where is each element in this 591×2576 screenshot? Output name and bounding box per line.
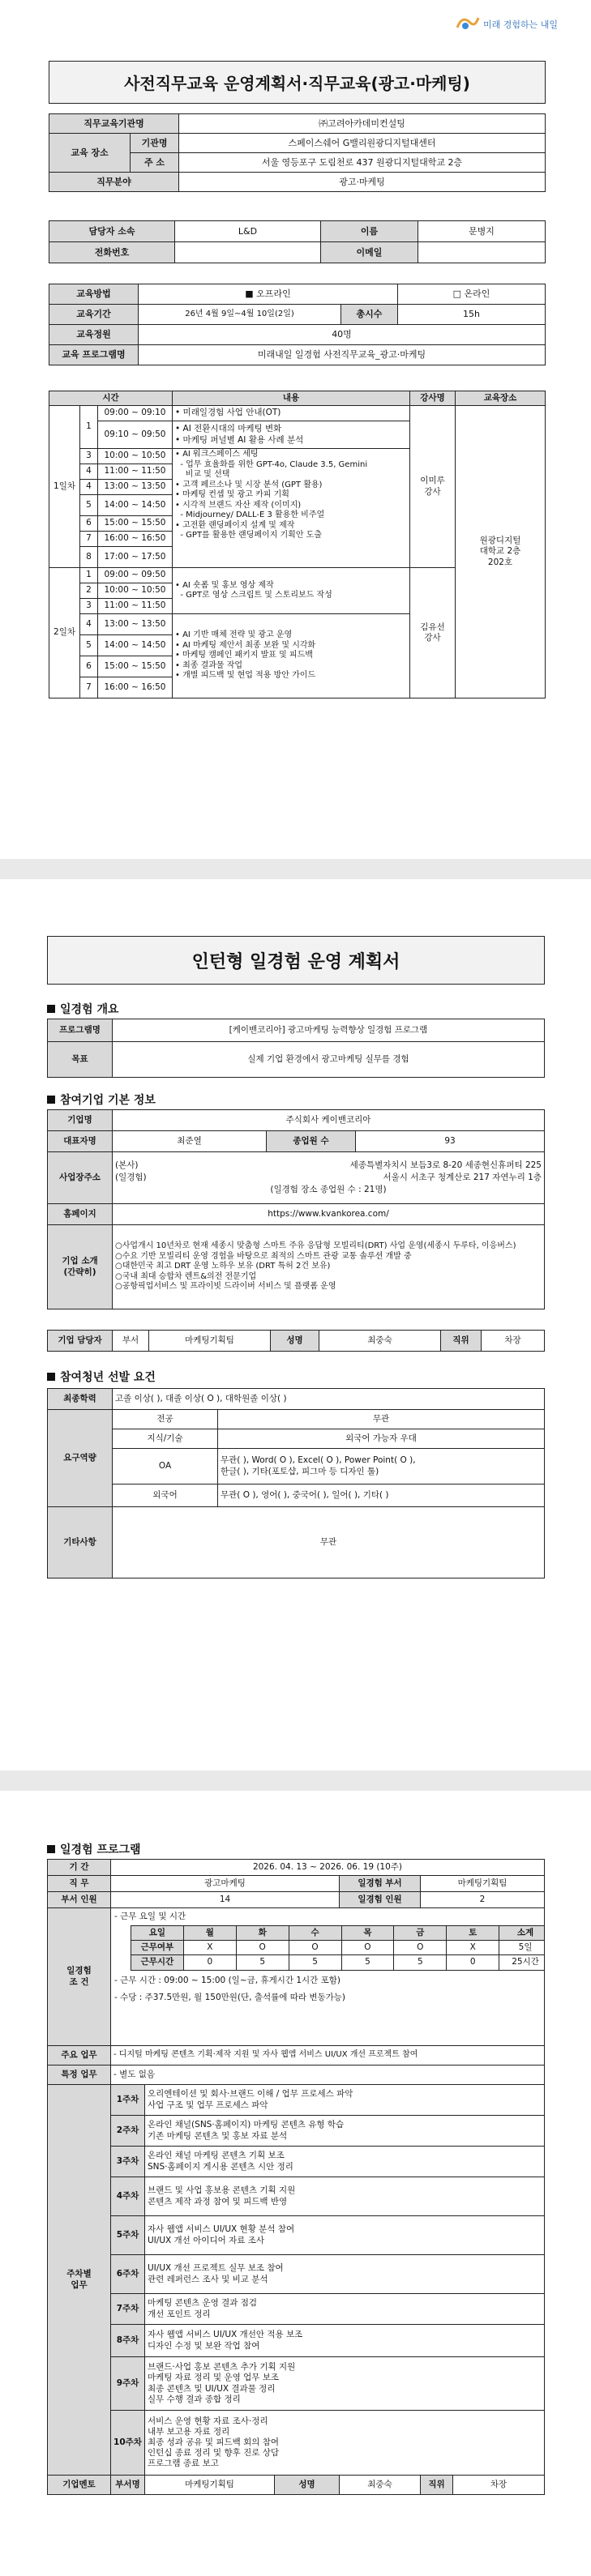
mentor-pos-label: 직위 xyxy=(421,2476,453,2495)
day1-period-5: 4 xyxy=(80,480,98,495)
week-9-tasks: 브랜드·사업 홍보 콘텐츠 추가 기획 지원 마케팅 자료 정리 및 운영 업무 보조 최종 콘텐츠 및 UI/UX 결과물 정리 실무 수행 결과 종합 정리 xyxy=(145,2357,545,2411)
day1-content-c: • AI 워크스페이스 세팅 - 업무 효율화를 위한 GPT-4o, Claude 3.5, Gemini 비교 및 선택 • 고객 페르소나 및 시장 분석 (GPT 활용) • 마케팅 컨셉 및 광고 카피 기획 • 시각적 브랜드 자산 제작 (이미지) - Midjourney/ DALL-E 3 활용한 비주얼 • 고전환 랜딩페이지 설계 및 제작 - GPT를 활용한 랜딩페이지 기획안 도출 xyxy=(173,449,410,568)
homepage-value[interactable]: https://www.kvankorea.com/ xyxy=(113,1204,545,1225)
period-label-3: 기 간 xyxy=(48,1860,111,1876)
weekly-label: 주차별 업무 xyxy=(48,2085,111,2476)
day1-time-2: 09:10 ~ 09:50 xyxy=(98,421,173,449)
day1-time-4: 11:00 ~ 11:50 xyxy=(98,464,173,480)
plan-title: 인턴형 일경험 운영 계획서 xyxy=(47,936,545,985)
week-row2-cell: 0 xyxy=(447,1955,499,1970)
work-label: (일경험) xyxy=(115,1172,147,1182)
section-overview-label: 일경험 개요 xyxy=(60,1003,119,1016)
day1-content-a: • 미래일경험 사업 안내(OT) xyxy=(173,406,410,421)
manager-dept-label: 담당자 소속 xyxy=(49,221,175,242)
week-8-tasks: 자사 웹앱 서비스 UI/UX 개선안 적용 보조 디자인 수정 및 보완 작업 참여 xyxy=(145,2325,545,2357)
week-6-label: 6주차 xyxy=(111,2255,145,2294)
week-3-label: 3주차 xyxy=(111,2147,145,2177)
week-header-sat: 토 xyxy=(447,1926,499,1941)
method-offline: ■ 오프라인 xyxy=(139,284,398,305)
company-contact-table xyxy=(47,1330,545,1352)
method-label: 교육방법 xyxy=(49,284,139,305)
day1-period-6: 5 xyxy=(80,495,98,516)
condition-note-1: - 근무 요일 및 시간 xyxy=(114,1912,186,1921)
language-value: 무관( O ), 영어( ), 중국어( ), 일어( ), 기타( ) xyxy=(218,1485,545,1507)
program-table xyxy=(47,1859,545,2495)
day2-content-a: • AI 숏폼 및 홍보 영상 제작 - GPT로 영상 스크립트 및 스토리보드 작성 xyxy=(173,568,410,614)
week-row1-cell: O xyxy=(289,1941,341,1955)
week-3-tasks: 온라인 채널 마케팅 콘텐츠 기획 보조 SNS·홈페이지 게시용 콘텐츠 시안 정리 xyxy=(145,2147,545,2177)
company-table xyxy=(47,1109,545,1309)
section-program xyxy=(47,1841,141,1857)
main-task-value: - 디지털 마케팅 콘텐츠 기획·제작 지원 및 자사 웹앱 서비스 UI/UX 개선 프로젝트 참여 xyxy=(111,2046,545,2065)
job-label: 직 무 xyxy=(48,1876,111,1892)
special-task-value: - 별도 없음 xyxy=(111,2065,545,2085)
week-row2-label: 근무시간 xyxy=(131,1955,184,1970)
program-name-value: [케이밴코리아] 광고마케팅 능력향상 일경험 프로그램 xyxy=(113,1019,545,1042)
manager-email-label: 이메일 xyxy=(321,242,418,263)
major-label: 전공 xyxy=(113,1410,218,1429)
company-dept-value: 마케팅기획팀 xyxy=(149,1331,271,1352)
manager-dept-value: L&D xyxy=(175,221,321,242)
day1-time-3: 10:00 ~ 10:50 xyxy=(98,449,173,464)
day2-period-7: 7 xyxy=(80,677,98,698)
program-value: 미래내일 일경험 사전직무교육_광고·마케팅 xyxy=(139,345,546,365)
page-3 xyxy=(0,1791,591,2576)
requirements-table xyxy=(47,1388,545,1578)
ceo-value: 최준열 xyxy=(113,1131,267,1152)
education-value: 고졸 이상( ), 대졸 이상( O ), 대학원졸 이상( ) xyxy=(113,1389,545,1410)
header-content: 내용 xyxy=(173,391,410,406)
etc-value: 무관 xyxy=(113,1507,545,1578)
section-requirements xyxy=(47,1369,156,1385)
day2-period-5: 5 xyxy=(80,635,98,656)
main-task-label: 주요 업무 xyxy=(48,2046,111,2065)
day2-time-4: 13:00 ~ 13:50 xyxy=(98,614,173,635)
week-row2-cell: 5 xyxy=(289,1955,341,1970)
company-pos-value: 차장 xyxy=(482,1331,545,1352)
day1-time-8: 16:00 ~ 16:50 xyxy=(98,532,173,547)
week-2-tasks: 온라인 채널(SNS·홈페이지) 마케팅 콘텐츠 유형 학습 기존 마케팅 콘텐츠 및 홍보 자료 분석 xyxy=(145,2116,545,2147)
address-label: 사업장주소 xyxy=(48,1152,113,1204)
week-10-tasks: 서비스 운영 현황 자료 조사·정리 내부 보고용 자료 정리 최종 성과 공유 및 피드백 회의 참여 인턴십 종료 정리 및 향후 진로 상담 프로그램 종료 보고 xyxy=(145,2411,545,2476)
company-name-label: 기업명 xyxy=(48,1110,113,1131)
overview-table xyxy=(47,1019,545,1078)
page-1 xyxy=(0,0,591,859)
period-label: 교육기간 xyxy=(49,305,139,325)
mentor-name-label: 성명 xyxy=(275,2476,340,2495)
header-location: 교육장소 xyxy=(456,391,546,406)
week-row1-cell: O xyxy=(341,1941,394,1955)
section-requirements-label: 참여청년 선발 요건 xyxy=(60,1371,156,1384)
org-label: 직무교육기관명 xyxy=(49,114,179,134)
week-8-label: 8주차 xyxy=(111,2325,145,2357)
instructor-1: 이미루 강사 xyxy=(410,406,456,568)
hq-value: 세종특별자치시 보듬3로 8-20 세종현신휴퍼티 225 xyxy=(349,1160,542,1170)
day1-period-3: 3 xyxy=(80,449,98,464)
section-company xyxy=(47,1091,156,1108)
day1-label: 1일차 xyxy=(49,406,80,568)
company-dept-sub: 부서 xyxy=(113,1331,149,1352)
skill-label: 지식/기술 xyxy=(113,1429,218,1449)
day2-time-3: 11:00 ~ 11:50 xyxy=(98,599,173,614)
bullet-square-icon xyxy=(47,1845,55,1853)
week-7-tasks: 마케팅 콘텐츠 운영 결과 점검 개선 포인트 정리 xyxy=(145,2294,545,2325)
mentor-pos-value: 차장 xyxy=(453,2476,545,2495)
section-overview xyxy=(47,1001,119,1017)
addr-value: 서울 영등포구 도림천로 437 원광디지털대학교 2층 xyxy=(179,153,546,173)
week-9-label: 9주차 xyxy=(111,2357,145,2411)
week-row1-cell: 5일 xyxy=(499,1941,545,1955)
day2-time-7: 16:00 ~ 16:50 xyxy=(98,677,173,698)
intro-label: 기업 소개 (간략히) xyxy=(48,1225,113,1309)
week-5-tasks: 자사 웹앱 서비스 UI/UX 현황 분석 참여 UI/UX 개선 아이디어 자료 조사 xyxy=(145,2216,545,2255)
day2-label: 2일차 xyxy=(49,568,80,698)
location: 원광디지털 대학교 2층 202호 xyxy=(456,406,546,698)
week-row2-cell: 5 xyxy=(236,1955,289,1970)
day1-time-6: 14:00 ~ 14:50 xyxy=(98,495,173,516)
schedule-table xyxy=(49,391,546,698)
intro-value: ○사업개시 10년차로 현재 세종시 맞춤형 스마트 주유 응답형 모빌리티(DRT) 사업 운영(세종시 두루타, 이응버스) ○수요 기반 모빌리티 운영 경험을 바탕으로 최적의 스마트 관광 교통 솔루션 개발 중 ○대한민국 최고 DRT 운영 노하우 보유 (DRT 특허 2건 보유) ○국내 최대 승합차 렌트&의전 전문기업 ○공항픽업서비스 및 프라이빗 드라이버 서비스 및 플랫폼 운영 xyxy=(113,1225,545,1309)
program-label: 교육 프로그램명 xyxy=(49,345,139,365)
field-label: 직무분야 xyxy=(49,173,179,192)
company-pos-label: 직위 xyxy=(441,1331,482,1352)
people-value: 2 xyxy=(421,1892,545,1908)
job-value: 광고마케팅 xyxy=(111,1876,340,1892)
week-5-label: 5주차 xyxy=(111,2216,145,2255)
oa-label: OA xyxy=(113,1449,218,1485)
major-value: 무관 xyxy=(218,1410,545,1429)
week-row2-cell: 5 xyxy=(394,1955,447,1970)
staff-label: 부서 인원 xyxy=(48,1892,111,1908)
page-title: 사전직무교육 운영계획서·직무교육(광고·마케팅) xyxy=(49,61,546,104)
program-name-label: 프로그램명 xyxy=(48,1019,113,1042)
week-row1-cell: O xyxy=(394,1941,447,1955)
method-table xyxy=(49,284,546,365)
day2-time-2: 10:00 ~ 10:50 xyxy=(98,583,173,599)
week-table xyxy=(131,1925,545,1970)
day1-period-7: 6 xyxy=(80,516,98,532)
instructor-2: 김유선 강사 xyxy=(410,568,456,698)
language-label: 외국어 xyxy=(113,1485,218,1507)
week-1-tasks: 오리엔테이션 및 회사·브랜드 이해 / 업무 프로세스 파악 사업 구조 및 업무 프로세스 파악 xyxy=(145,2085,545,2116)
week-4-tasks: 브랜드 및 사업 홍보용 콘텐츠 기획 지원 콘텐츠 제작 과정 참여 및 피드백 반영 xyxy=(145,2177,545,2216)
condition-label: 일경험 조 건 xyxy=(48,1908,111,2046)
day2-content-b: • AI 기반 매체 전략 및 광고 운영 • AI 마케팅 제안서 최종 보완 및 시각화 • 마케팅 캠페인 패키지 발표 및 피드백 • 최종 결과물 작업 • 개별 피드백 및 현업 적용 방안 가이드 xyxy=(173,614,410,698)
employee-label: 종업원 수 xyxy=(267,1131,356,1152)
week-1-label: 1주차 xyxy=(111,2085,145,2116)
condition-note-3: - 수당 : 주37.5만원, 월 150만원(단, 출석률에 따라 변동가능) xyxy=(114,1992,346,2002)
people-label: 일경험 인원 xyxy=(340,1892,421,1908)
week-row2-cell: 0 xyxy=(183,1955,236,1970)
period-value-3: 2026. 04. 13 ~ 2026. 06. 19 (10주) xyxy=(111,1860,545,1876)
day1-time-7: 15:00 ~ 15:50 xyxy=(98,516,173,532)
manager-phone-value xyxy=(175,242,321,263)
manager-email-value xyxy=(418,242,546,263)
logo-text: 미래 경험하는 내일 xyxy=(483,19,559,30)
week-row1-cell: O xyxy=(236,1941,289,1955)
manager-phone-label: 전화번호 xyxy=(49,242,175,263)
day2-time-6: 15:00 ~ 15:50 xyxy=(98,656,173,677)
logo-icon xyxy=(454,11,584,36)
homepage-label: 홈페이지 xyxy=(48,1204,113,1225)
header-time: 시간 xyxy=(49,391,173,406)
week-header-day: 요일 xyxy=(131,1926,184,1941)
hours-value: 15h xyxy=(398,305,546,325)
manager-table xyxy=(49,220,546,263)
week-header-thu: 목 xyxy=(341,1926,394,1941)
goal-label: 목표 xyxy=(48,1042,113,1078)
day2-period-2: 2 xyxy=(80,583,98,599)
condition-note-2: - 근무 시간 : 09:00 ~ 15:00 (일~금, 휴게시간 1시간 포함) xyxy=(114,1975,341,1985)
mentor-dept-label: 부서명 xyxy=(111,2476,145,2495)
day2-period-1: 1 xyxy=(80,568,98,583)
day2-period-6: 6 xyxy=(80,656,98,677)
period-value: 26년 4월 9일~4월 10일(2일) xyxy=(139,305,341,325)
week-2-label: 2주차 xyxy=(111,2116,145,2147)
oa-value: 무관( ), Word( O ), Excel( O ), Power Point( O ), 한글( ), 기타(포토샵, 피그마 등 디자인 툴) xyxy=(218,1449,545,1485)
count-value: 40명 xyxy=(139,325,546,345)
section-program-label: 일경험 프로그램 xyxy=(60,1843,141,1856)
mentor-label: 기업멘토 xyxy=(48,2476,111,2495)
day1-content-b: • AI 전환시대의 마케팅 변화 • 마케팅 퍼널별 AI 활용 사례 분석 xyxy=(173,421,410,449)
hq-label: (본사) xyxy=(115,1160,139,1170)
special-task-label: 특정 업무 xyxy=(48,2065,111,2085)
week-10-label: 10주차 xyxy=(111,2411,145,2476)
etc-label: 기타사항 xyxy=(48,1507,113,1578)
field-value: 광고·마케팅 xyxy=(179,173,546,192)
skill-value: 외국어 가능자 우대 xyxy=(218,1429,545,1449)
education-label: 최종학력 xyxy=(48,1389,113,1410)
week-header-wed: 수 xyxy=(289,1926,341,1941)
inst-value: 스페이스쉐어 G밸리원광디지털대센터 xyxy=(179,134,546,153)
day1-period-1: 1 xyxy=(80,406,98,449)
week-row1-label: 근무여부 xyxy=(131,1941,184,1955)
day2-period-4: 4 xyxy=(80,614,98,635)
inst-label: 기관명 xyxy=(131,134,179,153)
header-instructor: 강사명 xyxy=(410,391,456,406)
day1-time-1: 09:00 ~ 09:10 xyxy=(98,406,173,421)
day1-period-9: 8 xyxy=(80,547,98,568)
dept-value-3: 마케팅기획팀 xyxy=(421,1876,545,1892)
day2-time-5: 14:00 ~ 14:50 xyxy=(98,635,173,656)
company-person-label: 성명 xyxy=(271,1331,319,1352)
manager-name-label: 이름 xyxy=(321,221,418,242)
day1-period-8: 7 xyxy=(80,532,98,547)
week-row1-cell: X xyxy=(447,1941,499,1955)
method-online: □ 온라인 xyxy=(398,284,546,305)
section-company-label: 참여기업 기본 정보 xyxy=(60,1094,156,1107)
company-person-value: 최중숙 xyxy=(319,1331,441,1352)
bullet-square-icon xyxy=(47,1096,55,1104)
week-row2-cell: 5 xyxy=(341,1955,394,1970)
work-value: 서울시 서초구 청계산로 217 자연누리 1층 xyxy=(383,1172,542,1182)
week-7-label: 7주차 xyxy=(111,2294,145,2325)
bullet-square-icon xyxy=(47,1005,55,1013)
week-row1-cell: X xyxy=(183,1941,236,1955)
week-row2-cell: 25시간 xyxy=(499,1955,545,1970)
competency-label: 요구역량 xyxy=(48,1410,113,1507)
staff-value: 14 xyxy=(111,1892,340,1908)
institution-table xyxy=(49,113,546,192)
bullet-square-icon xyxy=(47,1373,55,1381)
week-4-label: 4주차 xyxy=(111,2177,145,2216)
place-label: 교육 장소 xyxy=(49,134,131,173)
week-header-total: 소계 xyxy=(499,1926,545,1941)
manager-name-value: 문병지 xyxy=(418,221,546,242)
org-value: ㈜고려아카데미컨설팅 xyxy=(179,114,546,134)
count-label: 교육정원 xyxy=(49,325,139,345)
week-6-tasks: UI/UX 개선 프로젝트 실무 보조 참여 관련 레퍼런스 조사 및 비교 분석 xyxy=(145,2255,545,2294)
week-header-tue: 화 xyxy=(236,1926,289,1941)
day1-time-5: 13:00 ~ 13:50 xyxy=(98,480,173,495)
mentor-dept-value: 마케팅기획팀 xyxy=(145,2476,275,2495)
employee-value: 93 xyxy=(356,1131,545,1152)
day1-time-9: 17:00 ~ 17:50 xyxy=(98,547,173,568)
company-name-value: 주식회사 케이밴코리아 xyxy=(113,1110,545,1131)
dept-label-3: 일경험 부서 xyxy=(340,1876,421,1892)
goal-value: 실제 기업 환경에서 광고마케팅 실무를 경험 xyxy=(113,1042,545,1078)
hours-label: 총시수 xyxy=(341,305,398,325)
work-note: (일경험 장소 종업원 수 : 21명) xyxy=(270,1185,387,1195)
day1-period-4: 4 xyxy=(80,464,98,480)
day2-period-3: 3 xyxy=(80,599,98,614)
week-header-mon: 월 xyxy=(183,1926,236,1941)
page-2 xyxy=(0,879,591,1771)
day2-time-1: 09:00 ~ 09:50 xyxy=(98,568,173,583)
ceo-label: 대표자명 xyxy=(48,1131,113,1152)
mentor-name-value: 최중숙 xyxy=(340,2476,421,2495)
addr-label: 주 소 xyxy=(131,153,179,173)
week-header-fri: 금 xyxy=(394,1926,447,1941)
company-contact-label: 기업 담당자 xyxy=(48,1331,113,1352)
